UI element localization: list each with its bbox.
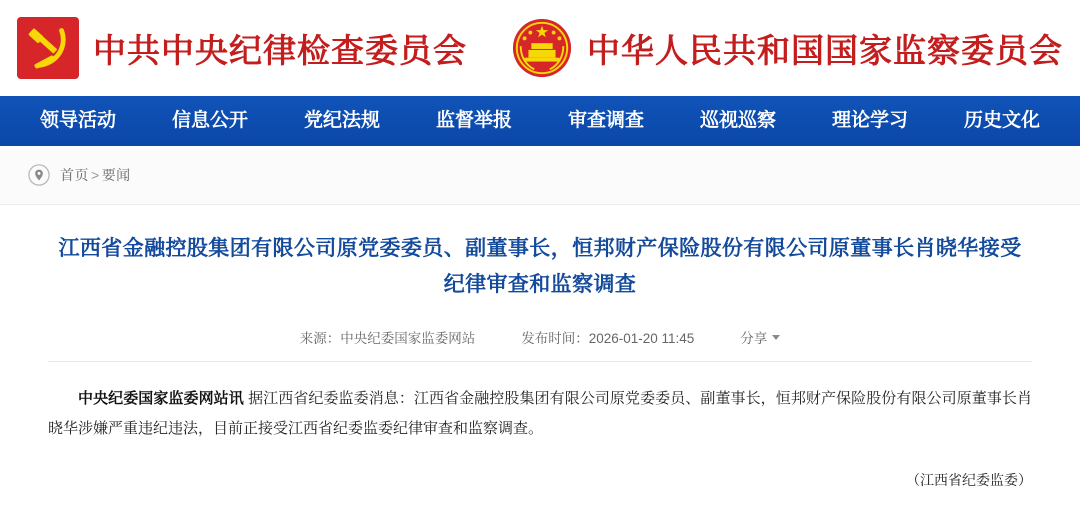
article-time (521, 327, 694, 347)
article-source-label: 来源： (299, 331, 341, 346)
nav-item-investigation[interactable]: 审查调查 (568, 110, 645, 131)
article-time-value: 2026-01-20 11:45 (588, 331, 695, 346)
nav-item-regulations[interactable]: 党纪法规 (303, 110, 380, 131)
article (0, 205, 1080, 490)
breadcrumb-separator: > (91, 167, 100, 183)
breadcrumb-home[interactable]: 首页 (60, 167, 89, 183)
article-time-label: 发布时间： (521, 331, 589, 346)
masthead-title-nsc: 中华人民共和国国家监察委员会 (587, 33, 1063, 70)
masthead (0, 0, 1080, 96)
primary-nav (0, 96, 1080, 146)
party-emblem-icon (17, 17, 79, 79)
breadcrumb-current: 要闻 (101, 167, 131, 183)
nav-item-reporting[interactable]: 监督举报 (435, 110, 512, 131)
masthead-title-ccdi: 中共中央纪律检查委员会 (93, 33, 467, 70)
breadcrumb (0, 146, 1080, 205)
share-label: 分享 (740, 331, 768, 346)
article-body (48, 384, 1032, 444)
brand-ccdi (0, 17, 489, 79)
page-title: 江西省金融控股集团有限公司原党委委员、副董事长，恒邦财产保险股份有限公司原董事长肖晓华接受纪律审查和监察调查 (58, 237, 1022, 296)
share-button[interactable] (740, 327, 780, 347)
article-meta (48, 327, 1032, 362)
nav-item-disclosure[interactable]: 信息公开 (171, 110, 248, 131)
chevron-down-icon (772, 335, 780, 340)
nav-item-inspection[interactable]: 巡视巡察 (700, 110, 777, 131)
brand-nsc (489, 17, 1080, 79)
article-lead: 中央纪委国家监委网站讯 (78, 390, 244, 407)
article-source-value: 中央纪委国家监委网站 (340, 331, 476, 346)
national-emblem-icon (511, 17, 573, 79)
article-body-text: 据江西省纪委监委消息：江西省金融控股集团有限公司原党委委员、副董事长，恒邦财产保险股份有限公司原董事长肖晓华涉嫌严重违纪违法，目前正接受江西省纪委监委纪律审查和监察调查。 (48, 390, 1032, 437)
article-source (300, 327, 476, 347)
nav-item-history[interactable]: 历史文化 (964, 110, 1041, 131)
location-pin-icon (28, 164, 50, 186)
article-signature: （江西省纪委监委） (906, 472, 1032, 488)
nav-item-leadership[interactable]: 领导活动 (39, 110, 116, 131)
nav-item-theory[interactable]: 理论学习 (832, 110, 909, 131)
